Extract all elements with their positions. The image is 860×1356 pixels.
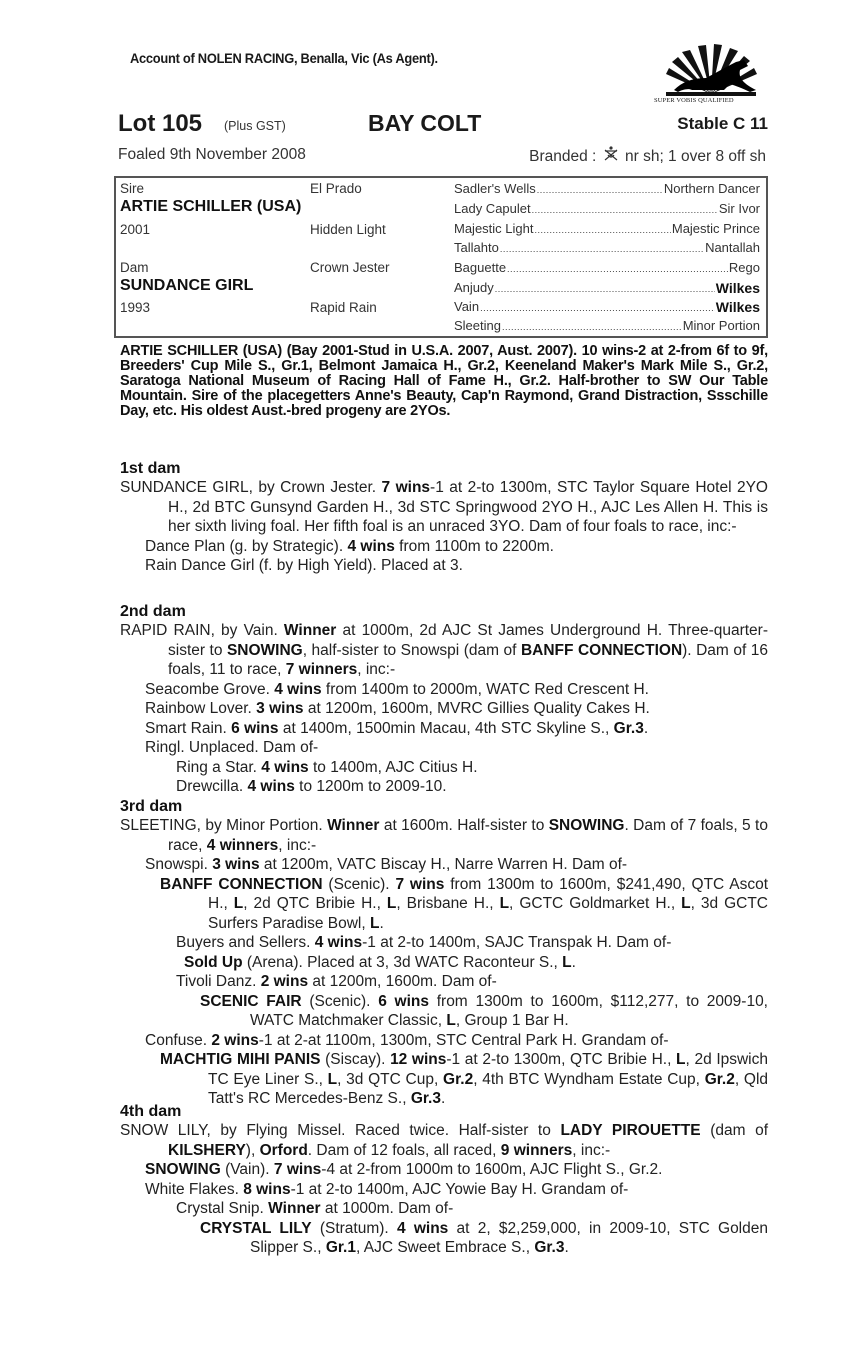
dam-section-1 [120, 459, 768, 576]
lot-gst-note: (Plus GST) [224, 119, 286, 133]
pedigree-entry: Seacombe Grove. 4 wins from 1400m to 2000m, WATC Red Crescent H. [145, 680, 649, 698]
grandparent-row: Majestic Light ..... Majestic Prince [454, 221, 760, 236]
pedigree-entry: SNOWING (Vain). 7 wins-4 at 2-from 1000m to 1600m, AJC Flight S., Gr.2. [145, 1161, 663, 1178]
branded-label: Branded : [529, 148, 597, 165]
brand-description [529, 146, 766, 166]
pedigree-entry: Snowspi. 3 wins at 1200m, VATC Biscay H., Narre Warren H. Dam of- [145, 856, 628, 873]
colour-sex-title: BAY COLT [368, 110, 482, 136]
sire-year: 2001 [120, 222, 151, 237]
pedigree-entry: Sold Up (Arena). Placed at 3, 3d WATC Raconteur S., L. [184, 953, 576, 971]
dam-heading: 3rd dam [120, 798, 183, 815]
pedigree-table [114, 176, 768, 338]
pedigree-entry: Drewcilla. 4 wins to 1200m to 2009-10. [176, 778, 447, 795]
grandparent-row: Baguette ..... Rego [454, 260, 760, 275]
pedigree-entry: RAPID RAIN, by Vain. Winner at 1000m, 2d AJC St James Underground H. Three-quarter-sister to SNOWING, half-sister to Snowspi (dam of BANFF CONNECTION). Dam of 16 foals, 11 to race, 7 winners, inc:- [120, 622, 768, 678]
pedigree-entry: Buyers and Sellers. 4 wins-1 at 2-to 1400m, SAJC Transpak H. Dam of- [176, 934, 672, 951]
sire-summary: ARTIE SCHILLER (USA) (Bay 2001-Stud in U.S.A. 2007, Aust. 2007). 10 wins-2 at 2-from 6f to 9f, Breeders' Cup Mile S., Gr.1, Belmont Jamaica H., Gr.2, Keeneland Maker's Mark Mile S., Gr.2, Saratoga National Museum of Racing Hall of Fame H., Gr.2. Half-brother to SW Our Table Mountain. Sire of the placegetters Anne's Beauty, Cap'n Raymond, Grand Distraction, Ssschille Day, etc. His oldest Aust.-bred progeny are 2YOs. [120, 343, 768, 419]
lot-header-row [118, 110, 770, 140]
pedigree-entry: MACHTIG MIHI PANIS (Siscay). 12 wins-1 at 2-to 1300m, QTC Bribie H., L, 2d Ipswich TC Eye Liner S., L, 3d QTC Cup, Gr.2, 4th BTC Wyndham Estate Cup, Gr.2, Qld Tatt's RC Mercedes-Benz S., Gr.3. [160, 1051, 769, 1107]
dam-year: 1993 [120, 300, 151, 315]
dam-label: Dam [120, 260, 149, 275]
pedigree-entry: Crystal Snip. Winner at 1000m. Dam of- [176, 1200, 454, 1217]
dam-section-2 [120, 602, 768, 797]
grandparent-row: Sadler's Wells ..... Northern Dancer [454, 181, 760, 196]
pedigree-entry: Dance Plan (g. by Strategic). 4 wins from 1100m to 2200m. [145, 537, 554, 555]
dam-heading: 2nd dam [120, 603, 186, 620]
sire-label: Sire [120, 181, 145, 196]
grandparent-row: Anjudy ..... Wilkes [454, 280, 760, 296]
foaled-brand-row [118, 146, 770, 166]
logo-caption: SUPER VOBIS QUALIFIED [654, 97, 734, 104]
dam-section-3 [120, 797, 768, 1109]
sire-name: ARTIE SCHILLER (USA) [120, 198, 302, 215]
grandparent-row: Lady Capulet ..... Sir Ivor [454, 201, 760, 216]
sire-sire: El Prado [310, 181, 362, 196]
dam-sire: Crown Jester [310, 260, 390, 275]
grandparent-row: Sleeting ..... Minor Portion [454, 318, 760, 333]
pedigree-entry: Rain Dance Girl (f. by High Yield). Placed at 3. [145, 557, 463, 574]
sire-dam: Hidden Light [310, 222, 386, 237]
grandparent-row: Tallahto ..... Nantallah [454, 240, 760, 255]
pedigree-entry: SCENIC FAIR (Scenic). 6 wins from 1300m to 1600m, $112,277, to 2009-10, WATC Matchmaker Classic, L, Group 1 Bar H. [200, 992, 768, 1029]
grandparent-row: Vain ..... Wilkes [454, 299, 760, 315]
branded-text: nr sh; 1 over 8 off sh [624, 148, 766, 165]
dam-name: SUNDANCE GIRL [120, 277, 254, 294]
pedigree-entry: Smart Rain. 6 wins at 1400m, 1500min Macau, 4th STC Skyline S., Gr.3. [145, 719, 649, 737]
pedigree-entry: CRYSTAL LILY (Stratum). 4 wins at 2, $2,259,000, in 2009-10, STC Golden Slipper S., Gr.1, AJC Sweet Embrace S., Gr.3. [200, 1219, 768, 1256]
lot-number: Lot 105 [118, 110, 203, 137]
vendor-account-line: Account of NOLEN RACING, Benalla, Vic (As Agent). [130, 50, 438, 66]
brand-mark-icon [603, 146, 619, 162]
pedigree-entry: SUNDANCE GIRL, by Crown Jester. 7 wins-1 at 2-to 1300m, STC Taylor Square Hotel 2YO H., 2d BTC Gunsynd Garden H., 3d STC Springwood 2YO H., AJC Les Allen H. This is her sixth living foal. Her fifth foal is an unraced 3YO. Dam of four foals to race, inc:- [120, 479, 768, 535]
pedigree-entry: Rainbow Lover. 3 wins at 1200m, 1600m, MVRC Gillies Quality Cakes H. [145, 700, 650, 717]
pedigree-entry: Ring a Star. 4 wins to 1400m, AJC Citius H. [176, 758, 478, 776]
pedigree-entry: SLEETING, by Minor Portion. Winner at 1600m. Half-sister to SNOWING. Dam of 7 foals, 5 to race, 4 winners, inc:- [120, 817, 768, 854]
pedigree-entry: BANFF CONNECTION (Scenic). 7 wins from 1300m to 1600m, $241,490, QTC Ascot H., L, 2d QTC Bribie H., L, Brisbane H., L, GCTC Goldmarket H., L, 3d GCTC Surfers Paradise Bowl, L. [160, 875, 768, 932]
pedigree-entry: Confuse. 2 wins-1 at 2-at 1100m, 1300m, STC Central Park H. Grandam of- [145, 1031, 669, 1049]
pedigree-entry: White Flakes. 8 wins-1 at 2-to 1400m, AJC Yowie Bay H. Grandam of- [145, 1180, 629, 1198]
dam-heading: 4th dam [120, 1103, 182, 1120]
dam-heading: 1st dam [120, 460, 181, 477]
pedigree-entry: Ringl. Unplaced. Dam of- [145, 739, 319, 756]
pedigree-entry: Tivoli Danz. 2 wins at 1200m, 1600m. Dam of- [176, 973, 497, 990]
stable-location: Stable C 11 [677, 114, 768, 133]
foaled-date: Foaled 9th November 2008 [118, 146, 306, 163]
dam-dam: Rapid Rain [310, 300, 377, 315]
dam-section-4 [120, 1102, 768, 1258]
pedigree-entry: SNOW LILY, by Flying Missel. Raced twice. Half-sister to LADY PIROUETTE (dam of KILSHERY), Orford. Dam of 12 foals, all raced, 9 winners, inc:- [120, 1122, 769, 1159]
